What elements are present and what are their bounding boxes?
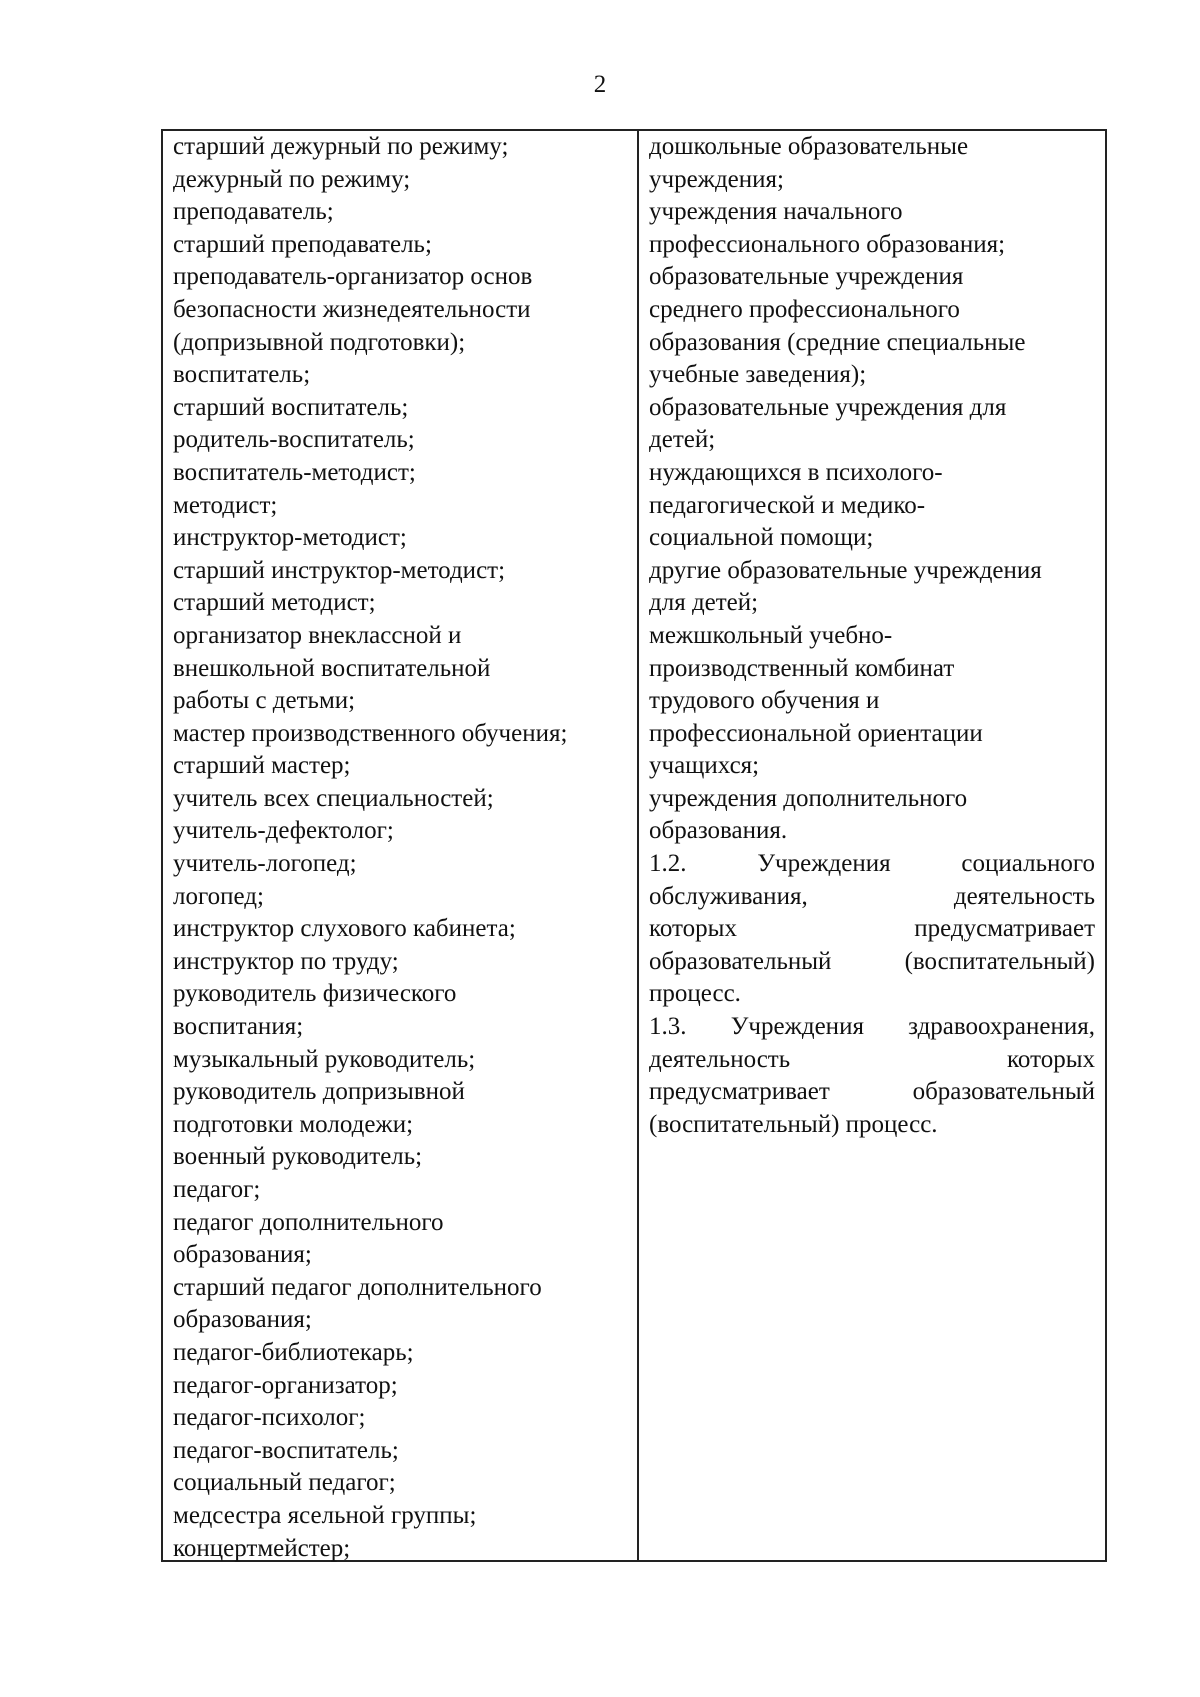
- item-1-3-line: предусматривает образовательный: [649, 1078, 1095, 1106]
- position-line: родитель-воспитатель;: [173, 426, 415, 454]
- position-line: педагог;: [173, 1176, 261, 1203]
- item-1-2-line: 1.2. Учреждения социального: [649, 850, 1095, 878]
- institution-line: образовательные учреждения: [649, 263, 964, 291]
- institution-line: другие образовательные учреждения: [649, 556, 1042, 584]
- position-line: социальный педагог;: [173, 1469, 396, 1497]
- item-1-2-last-line: процесс.: [649, 980, 741, 1008]
- position-line: учитель всех специальностей;: [173, 784, 494, 812]
- institution-line: трудового обучения и: [649, 687, 880, 715]
- position-line: старший мастер;: [173, 752, 351, 780]
- institution-line: педагогической и медико-: [649, 491, 926, 519]
- institution-line: для детей;: [649, 589, 759, 617]
- position-line: педагог-библиотекарь;: [173, 1338, 414, 1366]
- position-line: методист;: [173, 491, 278, 519]
- position-line: педагог-организатор;: [173, 1371, 398, 1399]
- position-line: старший воспитатель;: [173, 393, 409, 421]
- institution-line: нуждающихся в психолого-: [649, 458, 943, 486]
- item-1-2-line: обслуживания, деятельность: [649, 882, 1095, 910]
- position-line: медсестра ясельной группы;: [173, 1501, 477, 1529]
- position-line: воспитатель;: [173, 361, 311, 389]
- institution-line: детей;: [649, 426, 716, 454]
- position-line: старший педагог дополнительного: [173, 1273, 542, 1301]
- position-line: старший преподаватель;: [173, 230, 432, 258]
- position-line: работы с детьми;: [173, 687, 356, 715]
- item-1-3-last-line: (воспитательный) процесс.: [649, 1110, 938, 1138]
- item-1-2-paragraph: [649, 848, 1095, 1011]
- page-number: 2: [593, 71, 607, 98]
- institution-line: учащихся;: [649, 752, 760, 780]
- position-line: организатор внеклассной и: [173, 621, 462, 649]
- institution-line: учреждения дополнительного: [649, 784, 968, 812]
- position-line: инструктор-методист;: [173, 524, 407, 552]
- institutions-column: [639, 131, 1105, 1560]
- position-line: преподаватель;: [173, 198, 334, 226]
- position-line: учитель-дефектолог;: [173, 817, 394, 845]
- position-line: старший инструктор-методист;: [173, 556, 506, 584]
- position-line: учитель-логопед;: [173, 850, 357, 878]
- position-line: воспитания;: [173, 1013, 304, 1041]
- institution-line: учреждения начального: [649, 198, 903, 226]
- institution-line: учебные заведения);: [649, 361, 867, 389]
- position-line: подготовки молодежи;: [173, 1110, 414, 1138]
- position-line: инструктор по труду;: [173, 947, 399, 975]
- item-1-3-paragraph: [649, 1011, 1095, 1141]
- position-line: преподаватель-организатор основ: [173, 263, 533, 291]
- item-1-2-line: образовательный (воспитательный): [649, 947, 1095, 975]
- position-line: руководитель физического: [173, 980, 457, 1008]
- institution-line: образовательные учреждения для: [649, 393, 1007, 421]
- position-line: мастер производственного обучения;: [173, 719, 568, 747]
- position-line: концертмейстер;: [173, 1534, 351, 1562]
- position-line: старший дежурный по режиму;: [173, 133, 509, 160]
- item-1-2-line: которых предусматривает: [649, 915, 1095, 943]
- position-line: педагог-психолог;: [173, 1404, 366, 1432]
- institution-line: учреждения;: [649, 165, 784, 193]
- position-line: дежурный по режиму;: [173, 165, 411, 193]
- position-line: воспитатель-методист;: [173, 458, 416, 486]
- position-line: педагог-воспитатель;: [173, 1436, 399, 1464]
- institution-line: профессиональной ориентации: [649, 719, 983, 747]
- institution-line: среднего профессионального: [649, 295, 960, 323]
- institution-line: дошкольные образовательные: [649, 133, 969, 160]
- position-line: старший методист;: [173, 589, 376, 617]
- position-line: образования;: [173, 1306, 312, 1334]
- institution-line: профессионального образования;: [649, 230, 1006, 258]
- positions-column: [163, 131, 639, 1560]
- position-line: образования;: [173, 1241, 312, 1269]
- item-1-3-line: 1.3. Учреждения здравоохранения,: [649, 1013, 1095, 1041]
- institution-line: социальной помощи;: [649, 524, 874, 552]
- positions-institutions-table: [161, 129, 1107, 1562]
- position-line: инструктор слухового кабинета;: [173, 915, 516, 943]
- position-line: военный руководитель;: [173, 1143, 423, 1171]
- institution-line: образования.: [649, 817, 788, 845]
- institution-line: образования (средние специальные: [649, 328, 1026, 356]
- position-line: музыкальный руководитель;: [173, 1045, 476, 1073]
- position-line: логопед;: [173, 882, 264, 910]
- position-line: внешкольной воспитательной: [173, 654, 491, 682]
- position-line: (допризывной подготовки);: [173, 328, 466, 356]
- institution-line: производственный комбинат: [649, 654, 955, 682]
- position-line: безопасности жизнедеятельности: [173, 295, 531, 323]
- position-line: руководитель допризывной: [173, 1078, 465, 1106]
- position-line: педагог дополнительного: [173, 1208, 444, 1236]
- item-1-3-line: деятельность которых: [649, 1045, 1095, 1073]
- institution-line: межшкольный учебно-: [649, 621, 893, 649]
